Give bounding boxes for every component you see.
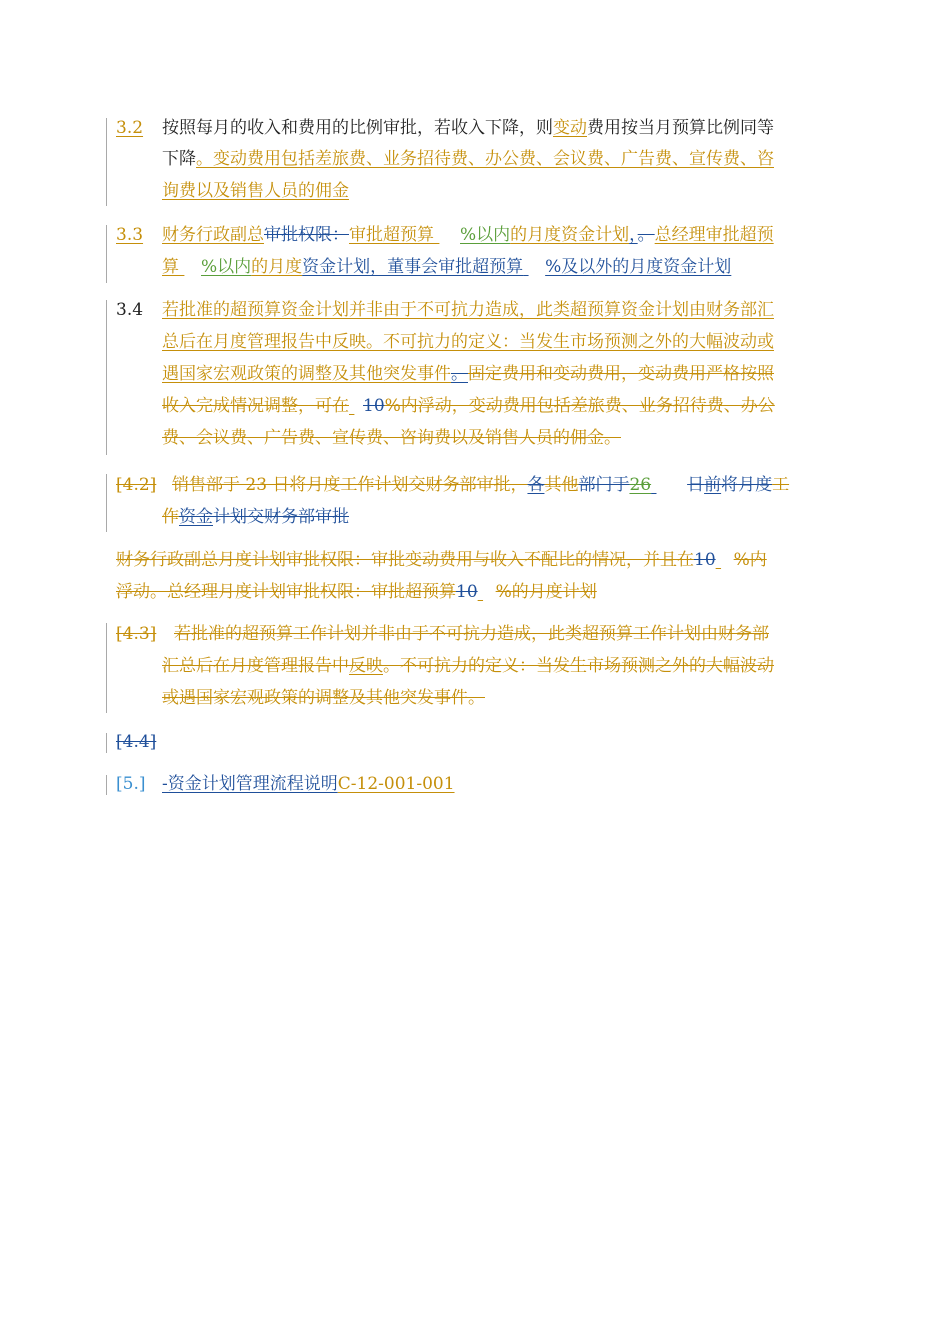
inserted-text: 总后在月度管理报告中反映。不可抗力的定义：当发生市场预测之外的大幅波动或 xyxy=(162,332,774,352)
change-bar xyxy=(106,775,107,795)
change-bar xyxy=(106,118,107,206)
inserted-text: 的月度 xyxy=(251,257,303,277)
deleted-text: 。不可抗力的定义：当发生市场预测之外的大幅波动 xyxy=(383,656,774,676)
deleted-text: %的月度计划 xyxy=(495,582,597,602)
inserted-text: 审批超预算 xyxy=(349,225,434,245)
inserted-text: 变动 xyxy=(553,118,587,138)
section-number: [4.2] xyxy=(116,475,157,495)
change-bar xyxy=(106,623,107,713)
deleted-text: 固定费用和变动费用，变动费用严格按照 xyxy=(468,364,774,384)
deleted-text: 作 xyxy=(162,507,179,527)
section-number: 3.4 xyxy=(116,300,144,320)
inserted-text: 资金计划，董事会审批超预算 xyxy=(302,257,524,277)
change-bar xyxy=(106,474,107,532)
text-line xyxy=(162,176,349,207)
section-number: [5.] xyxy=(116,774,146,794)
change-bar xyxy=(106,733,107,753)
text-line xyxy=(116,577,597,608)
text-line xyxy=(162,651,774,682)
deleted-text: 。 xyxy=(451,364,468,384)
text-line xyxy=(116,545,767,576)
section-number: [4.3] xyxy=(116,624,157,644)
text-line xyxy=(162,359,774,390)
inserted-text: ， xyxy=(629,225,638,245)
text-line xyxy=(174,619,769,650)
deleted-text: 汇总后在月度管理报告中 xyxy=(162,656,349,676)
inserted-text: -资金计划管理流程说明 xyxy=(162,774,338,794)
change-bar xyxy=(106,300,107,455)
deleted-text: 计划交财务部审批 xyxy=(213,507,349,527)
deleted-text: 其他 xyxy=(544,475,579,495)
text-run: 下降 xyxy=(162,149,196,169)
text-line xyxy=(162,252,731,283)
inserted-text: %以内 xyxy=(460,225,511,245)
deleted-text: 若批准的超预算工作计划并非由于不可抗力造成，此类超预算工作计划由财务部 xyxy=(174,624,769,644)
deleted-text: 工 xyxy=(772,475,790,495)
deleted-text: 浮动。总经理月度计划审批权限：审批超预算 xyxy=(116,582,456,602)
text-line xyxy=(162,113,774,144)
text-line xyxy=(162,327,774,358)
text-line xyxy=(162,769,455,800)
text-line xyxy=(162,683,485,714)
deleted-text: 审批权限： xyxy=(264,225,349,245)
deleted-text: 前 xyxy=(704,475,722,495)
deleted-text: 反映 xyxy=(349,656,383,676)
deleted-text: 10 xyxy=(456,582,478,602)
inserted-text: 询费以及销售人员的佣金 xyxy=(162,181,349,201)
deleted-text: 或遇国家宏观政策的调整及其他突发事件。 xyxy=(162,688,485,708)
document-code: C-12-001-001 xyxy=(337,774,455,794)
text-line xyxy=(162,502,349,533)
section-number: [4.4] xyxy=(116,732,157,752)
text-run: 按照每月的收入和费用的比例审批，若收入下降，则 xyxy=(162,118,553,138)
text-line xyxy=(162,220,774,251)
deleted-text: 收入完成情况调整，可在 xyxy=(162,396,349,416)
section-number: 3.3 xyxy=(116,225,144,245)
deleted-text: 。 xyxy=(637,225,655,245)
inserted-text: 总经理审批超预 xyxy=(654,225,774,245)
text-line xyxy=(162,144,774,175)
inserted-text: %及以外的月度资金计划 xyxy=(545,257,732,277)
deleted-text: 10 xyxy=(694,550,716,570)
deleted-text: %内 xyxy=(733,550,767,570)
text-line xyxy=(162,295,774,326)
section-number: 3.2 xyxy=(116,118,144,138)
text-run: 费用按当月预算比例同等 xyxy=(587,118,774,138)
text-line xyxy=(172,470,789,501)
change-bar xyxy=(106,225,107,283)
inserted-text: %以内 xyxy=(201,257,252,277)
text-line xyxy=(162,391,775,422)
inserted-text: 算 xyxy=(162,257,179,277)
deleted-text: 26 xyxy=(629,475,652,495)
inserted-text: 财务行政副总 xyxy=(162,225,264,245)
deleted-text: 资金 xyxy=(179,507,213,527)
deleted-text: 日 xyxy=(687,475,705,495)
inserted-text: 遇国家宏观政策的调整及其他突发事件 xyxy=(162,364,451,384)
inserted-text: 。变动费用包括差旅费、业务招待费、办公费、会议费、广告费、宣传费、咨 xyxy=(196,149,774,169)
deleted-text: 各 xyxy=(527,475,545,495)
deleted-text: 将月度 xyxy=(721,475,773,495)
text-line xyxy=(162,423,621,454)
inserted-text: 的月度资金计划 xyxy=(510,225,630,245)
deleted-text: 部门于 xyxy=(578,475,630,495)
deleted-text: %内浮动，变动费用包括差旅费、业务招待费、办公 xyxy=(384,396,775,416)
deleted-text: 财务行政副总月度计划审批权限：审批变动费用与收入不配比的情况，并且在 xyxy=(116,550,694,570)
deleted-text: 销售部于 23 日将月度工作计划交财务部审批， xyxy=(172,475,528,495)
inserted-text: 若批准的超预算资金计划并非由于不可抗力造成，此类超预算资金计划由财务部汇 xyxy=(162,300,774,320)
deleted-text: 10 xyxy=(363,396,385,416)
deleted-text: 费、会议费、广告费、宣传费、咨询费以及销售人员的佣金。 xyxy=(162,428,621,448)
